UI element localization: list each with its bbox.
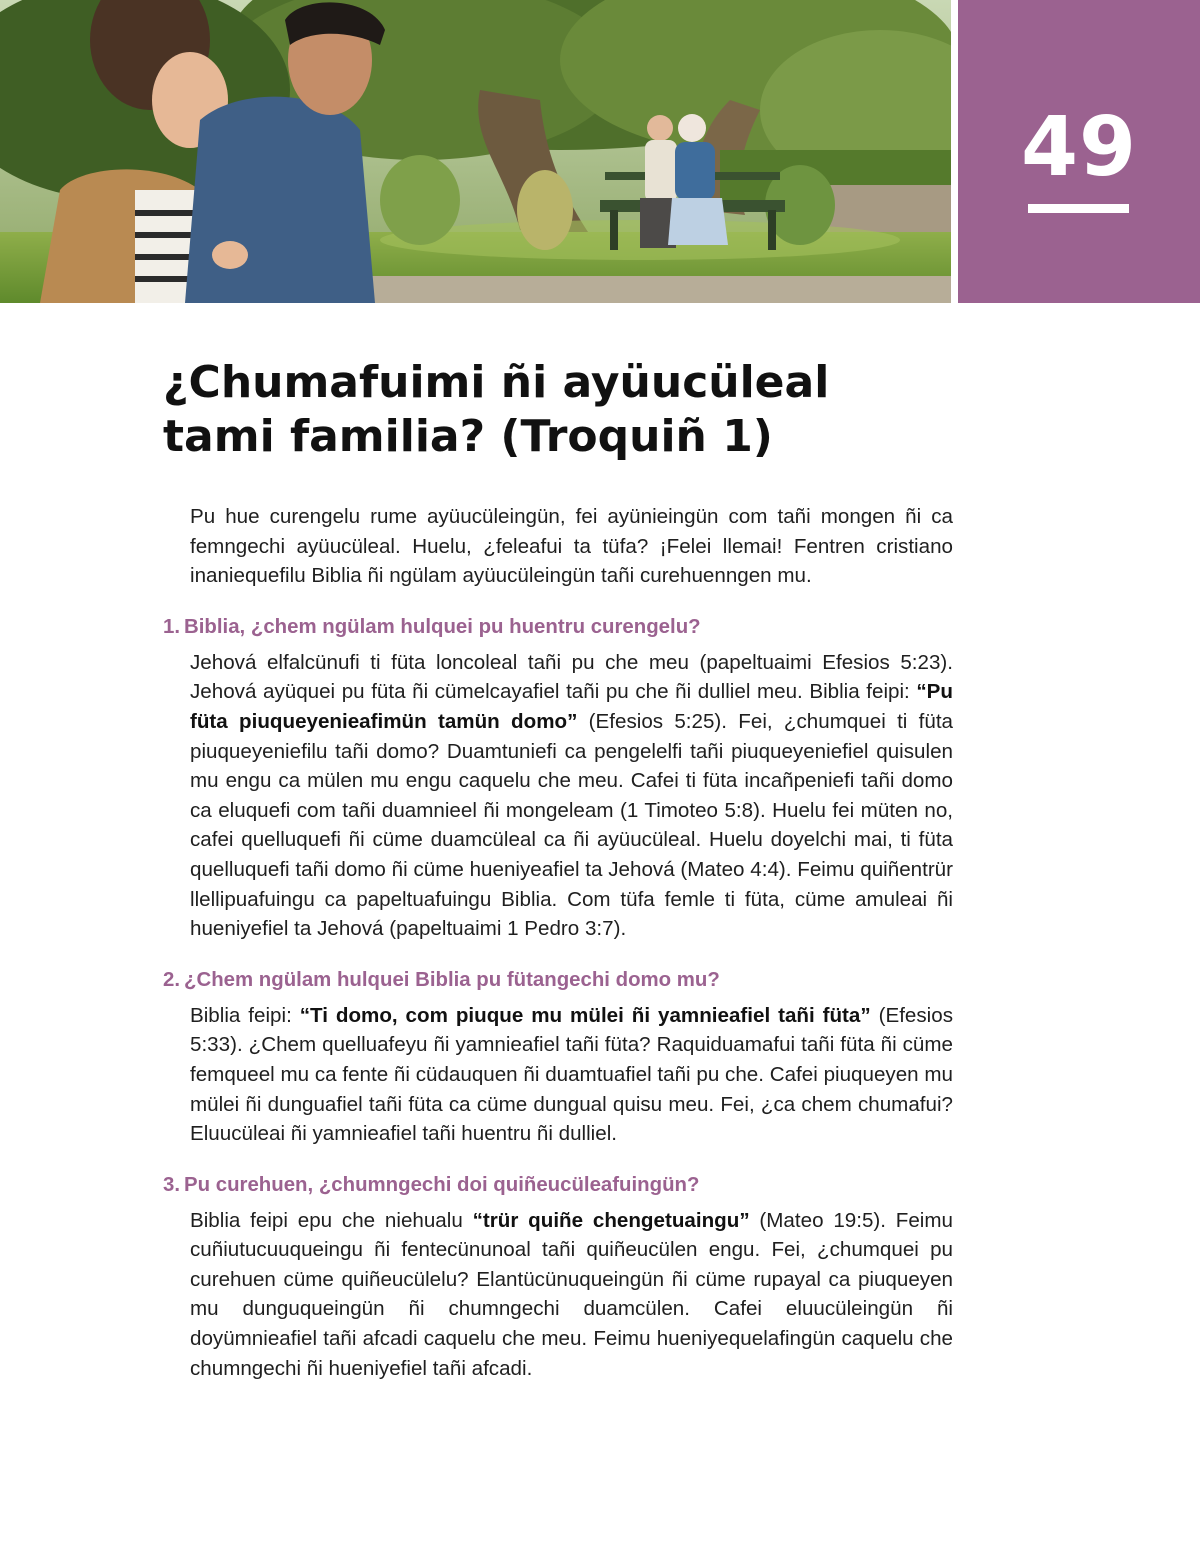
section-answer xyxy=(190,1001,953,1149)
section-2 xyxy=(163,967,953,1149)
section-number: 3. xyxy=(163,1173,181,1196)
section-question xyxy=(163,967,953,993)
answer-text-end: (Efesios 5:33). ¿Chem quelluafeyu ñi yamnieafiel tañi füta? Raquiduamafui tañi füta ñi cüme femqueel mu ca fente ñi cüdauquen ñi duamtuafiel tañi pu che. Cafei piuqueyen mu mülei ñi dunguafiel tañi füta ca cüme dungual quisu meu. Fei, ¿ca chem chumafui? Eluucüleai ñi yamnieafiel tañi huentru ñi dulliel. xyxy=(190,1003,953,1146)
page-title xyxy=(163,356,963,464)
answer-text-start: Biblia feipi epu che niehualu xyxy=(190,1208,473,1232)
lesson-content xyxy=(163,502,953,1383)
answer-text-start: Biblia feipi: xyxy=(190,1003,300,1027)
section-question-text: Pu curehuen, ¿chumngechi doi quiñeucüleafuingün? xyxy=(184,1173,700,1196)
section-question xyxy=(163,614,953,640)
intro-paragraph: Pu hue curengelu rume ayüucüleingün, fei ayünieingün com tañi mongen ñi ca femngechi ayüucüleal. Huelu, ¿feleafui ta tüfa? ¡Felei llemai! Fentren cristiano inaniequefilu Biblia ñi ngülam ayüucüleingün tañi curehuenngen mu. xyxy=(190,505,953,588)
section-1 xyxy=(163,614,953,944)
page-title-line-1: ¿Chumafuimi ñi ayüucüleal xyxy=(163,357,830,408)
section-question-text: ¿Chem ngülam hulquei Biblia pu fütangechi domo mu? xyxy=(184,968,720,991)
lesson-number-underline xyxy=(1028,204,1129,213)
section-answer xyxy=(190,1206,953,1384)
section-question xyxy=(163,1172,953,1198)
section-number: 1. xyxy=(163,615,181,638)
section-question-text: Biblia, ¿chem ngülam hulquei pu huentru curengelu? xyxy=(184,615,701,638)
section-answer xyxy=(190,648,953,944)
section-number: 2. xyxy=(163,968,181,991)
answer-text-end: (Mateo 19:5). Feimu cuñiutucuuqueingu ñi fentecünunoal tañi quiñeucülen engu. Fei, ¿chumquei pu curehuen cüme quiñeucülelu? Elantücünuqueingün ñi cüme rupayal ca piuqueyen mu dunguqueingün ñi chumngechi duamcülen. Cafei eluucüleingün ñi doyümnieafiel tañi afcadi caquelu che meu. Feimu hueniyequelafingün caquelu che chumngechi ñi hueniyefiel tañi afcadi. xyxy=(190,1208,953,1380)
scripture-quote: “Pu füta piuqueyenieafimün tamün domo” xyxy=(190,680,953,733)
hero-photo xyxy=(0,0,951,303)
page-title-line-2: tami familia? (Troquiñ 1) xyxy=(163,411,773,462)
lesson-tab xyxy=(958,0,1200,303)
answer-text-start: Jehová elfalcünufi ti füta loncoleal tañi pu che meu (papeltuaimi Efesios 5:23). Jehová ayüquei pu füta ñi cümelcayafiel tañi pu che ñi dulliel meu. Biblia feipi: xyxy=(190,650,953,704)
scripture-quote: “trür quiñe chengetuaingu” xyxy=(472,1208,750,1232)
answer-text-end: (Efesios 5:25). Fei, ¿chumquei ti füta piuqueyeniefilu tañi domo? Duamtuniefi ca pengelelfi tañi piuqueyeniefiel quisulen mu engu ca mülen mu engu caquelu che meu. Cafei ti füta incañpeniefi tañi domo ca eluquefi com tañi duamnieel ñi mongeleam (1 Timoteo 5:8). Huelu fei müten no, cafei quelluquefi ñi cüme duamcüleal ca ñi ayüucüleal. Huelu doyelchi mai, ti füta quelluquefi tañi domo ñi cüme hueniyeafiel ta Jehová (Mateo 4:4). Feimu quiñentrür llellipuafuingu ca papeltuafuingu Biblia. Com tüfa femle ti füta, cüme amuleai ñi hueniyefiel ta Jehová (papeltuaimi 1 Pedro 3:7). xyxy=(190,709,953,941)
scripture-quote: “Ti domo, com piuque mu mülei ñi yamnieafiel tañi füta” xyxy=(299,1003,871,1027)
section-3 xyxy=(163,1172,953,1384)
lesson-number: 49 xyxy=(1020,100,1138,195)
